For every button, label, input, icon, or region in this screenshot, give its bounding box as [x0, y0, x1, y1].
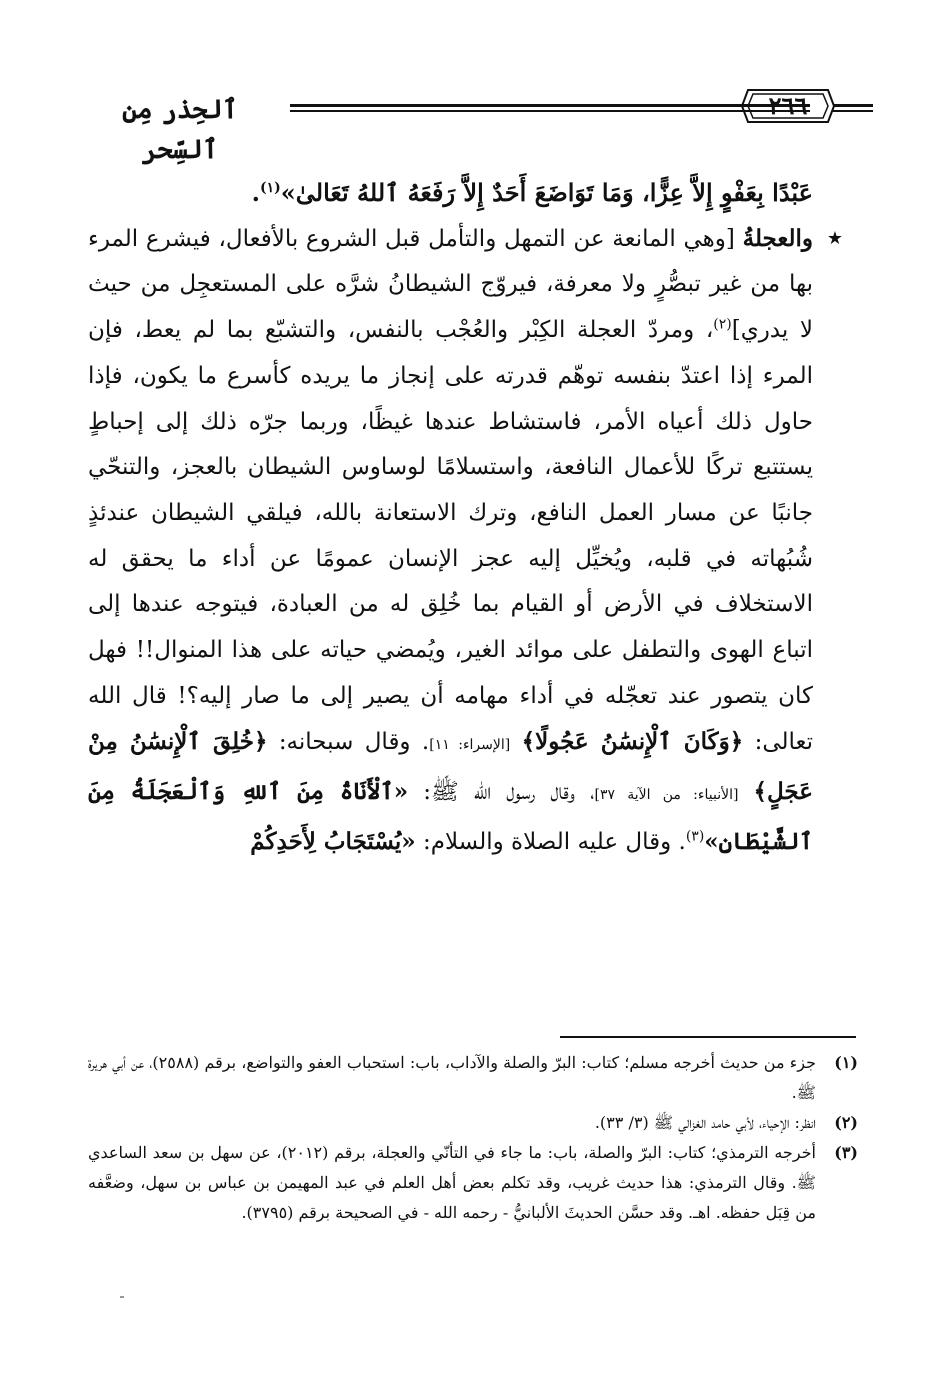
verse-1-reference: [الإسراء: ١١]: [429, 737, 511, 754]
quote-text: عَبْدًا بِعَفْوٍ إِلاَّ عِزًّا، وَمَا تَوَاضَعَ أَحَدٌ إِلاَّ رَفَعَهُ ٱللهُ تَعَالىٰ»: [280, 178, 813, 207]
quote-end: .: [251, 178, 260, 207]
footnote: [88, 1138, 858, 1228]
footnote-number: (١): [834, 1053, 858, 1072]
verse-2-reference: [الأنبياء: من الآية ٣٧]: [594, 787, 739, 804]
hadith-2: «يُسْتَجَابُ لِأَحَدِكُمْ: [250, 827, 416, 855]
page-header: [80, 86, 870, 165]
paragraph-text-4: . وقال عليه الصلاة والسلام:: [415, 828, 686, 855]
hadith-1: «ٱلْأَنَاةُ مِنَ ٱللهِ وَٱلْعَجَلَةُ مِنَ ٱلشَّيْطَانِ»: [88, 778, 813, 855]
quote-continuation: [88, 170, 813, 216]
paragraph-text: ، ومردّ العجلة الكِبْر والعُجْب بالنفس، والتشبّع بما لم يعط، فإن المرء إذا اعتدّ بنفسه توهّم قدرته على إنجاز ما يريده كأسرع ما يكون، فإذا حاول ذلك أعياه الأمر، فاستشاط عندها غيظًا، وربما جرّه ذلك إلى إحباطٍ يستتبع تركًا للأعمال النافعة، واستسلامًا لوساوس الشيطان بالعجز، والتنحّي جانبًا عن مسار العمل النافع، وترك الاستعانة بالله، فيلقي الشيطان عندئذٍ شُبُهاته في قلبه، ويُخيِّل إليه عجز الإنسان عمومًا عن أداء ما يحقق له الاستخلاف في الأرض أو القيام بما خُلِق له من العبادة، فيتوجه عندها إلى اتباع الهوى والتطفل على موائد الغير، ويُمضي حياته على هذا المنوال!! فهل كان يتصور عند تعجّله في أداء مهامه أن يصير إلى ما صار إليه؟! قال الله تعالى:: [88, 317, 814, 756]
scan-speck: [120, 1296, 124, 1298]
footnotes: [88, 1048, 858, 1228]
paragraph-text-2: . وقال سبحانه:: [267, 729, 430, 756]
footnote-line: أخرجه الترمذي؛ كتاب: البرّ والصلة، باب: ما جاء في التأنّي والعجلة، برقم (٢٠١٢)، عن سهل بن سعد الساعدي ﷺ. وقال الترمذي: هذا حديث غريب، وقد تكلم بعض أهل العلم في عبد المهيمن بن عباس بن سهل، وضعَّفه من قِبَل حفظه. اهـ. وقد حسَّن الحديثَ الألبانيُّ - رحمه الله - في الصحيحة برقم (٣٧٩٥).: [88, 1143, 816, 1222]
footnote-text: [88, 1138, 816, 1228]
footnote-ref-3: (٣): [685, 828, 705, 845]
header-rule-right: [833, 104, 873, 112]
footnote-number: (٣): [834, 1143, 858, 1162]
main-text: [88, 170, 843, 866]
star-bullet-icon: ★: [826, 227, 843, 249]
footnote-text: [88, 1048, 816, 1108]
verse-1: ﴿وَكَانَ ٱلْإِنسَٰنُ عَجُولًا﴾: [521, 728, 744, 756]
footnote-divider: [560, 1036, 856, 1038]
footnote-text: [88, 1108, 816, 1138]
bullet-paragraph: [88, 216, 843, 866]
definition-text: [وهي المانعة عن التمهل والتأمل قبل الشروع بالأفعال، فيشرع المرء بها من غير تبصُّرٍ ولا معرفة، فيروّج الشيطانُ شرَّه على المستعجِل من حيث لا يدري]: [88, 225, 813, 344]
footnote-ref-1: (١): [260, 180, 281, 196]
footnote: [88, 1108, 858, 1138]
footnote-line: انظر: الإحياء، لأبي حامد الغزالي ﷺ (٣/ ٣٣).: [594, 1113, 816, 1132]
footnote-number: (٢): [834, 1113, 858, 1132]
paragraph: [88, 216, 813, 866]
term-haste: والعجلةُ: [742, 224, 814, 252]
page-number: ٢٦٦: [768, 91, 808, 120]
page-number-frame: [740, 86, 836, 126]
verse-2: ﴿خُلِقَ ٱلْإِنسَٰنُ مِنْ عَجَلٍ﴾: [88, 728, 813, 806]
header-rule-left: [290, 104, 810, 112]
footnote: [88, 1048, 858, 1108]
paragraph-text-3: ، وقال رسول الله ﷺ:: [408, 779, 595, 806]
book-title: ٱلحِذر مِن ٱلسِّحر: [122, 95, 238, 165]
footnote-ref-2: (٢): [713, 316, 732, 333]
footnote-line: جزء من حديث أخرجه مسلم؛ كتاب: البرّ والصلة والآداب، باب: استحباب العفو والتواضع، برقم (٢٥٨٨)، عن أبي هريرة ﷺ.: [88, 1053, 816, 1102]
